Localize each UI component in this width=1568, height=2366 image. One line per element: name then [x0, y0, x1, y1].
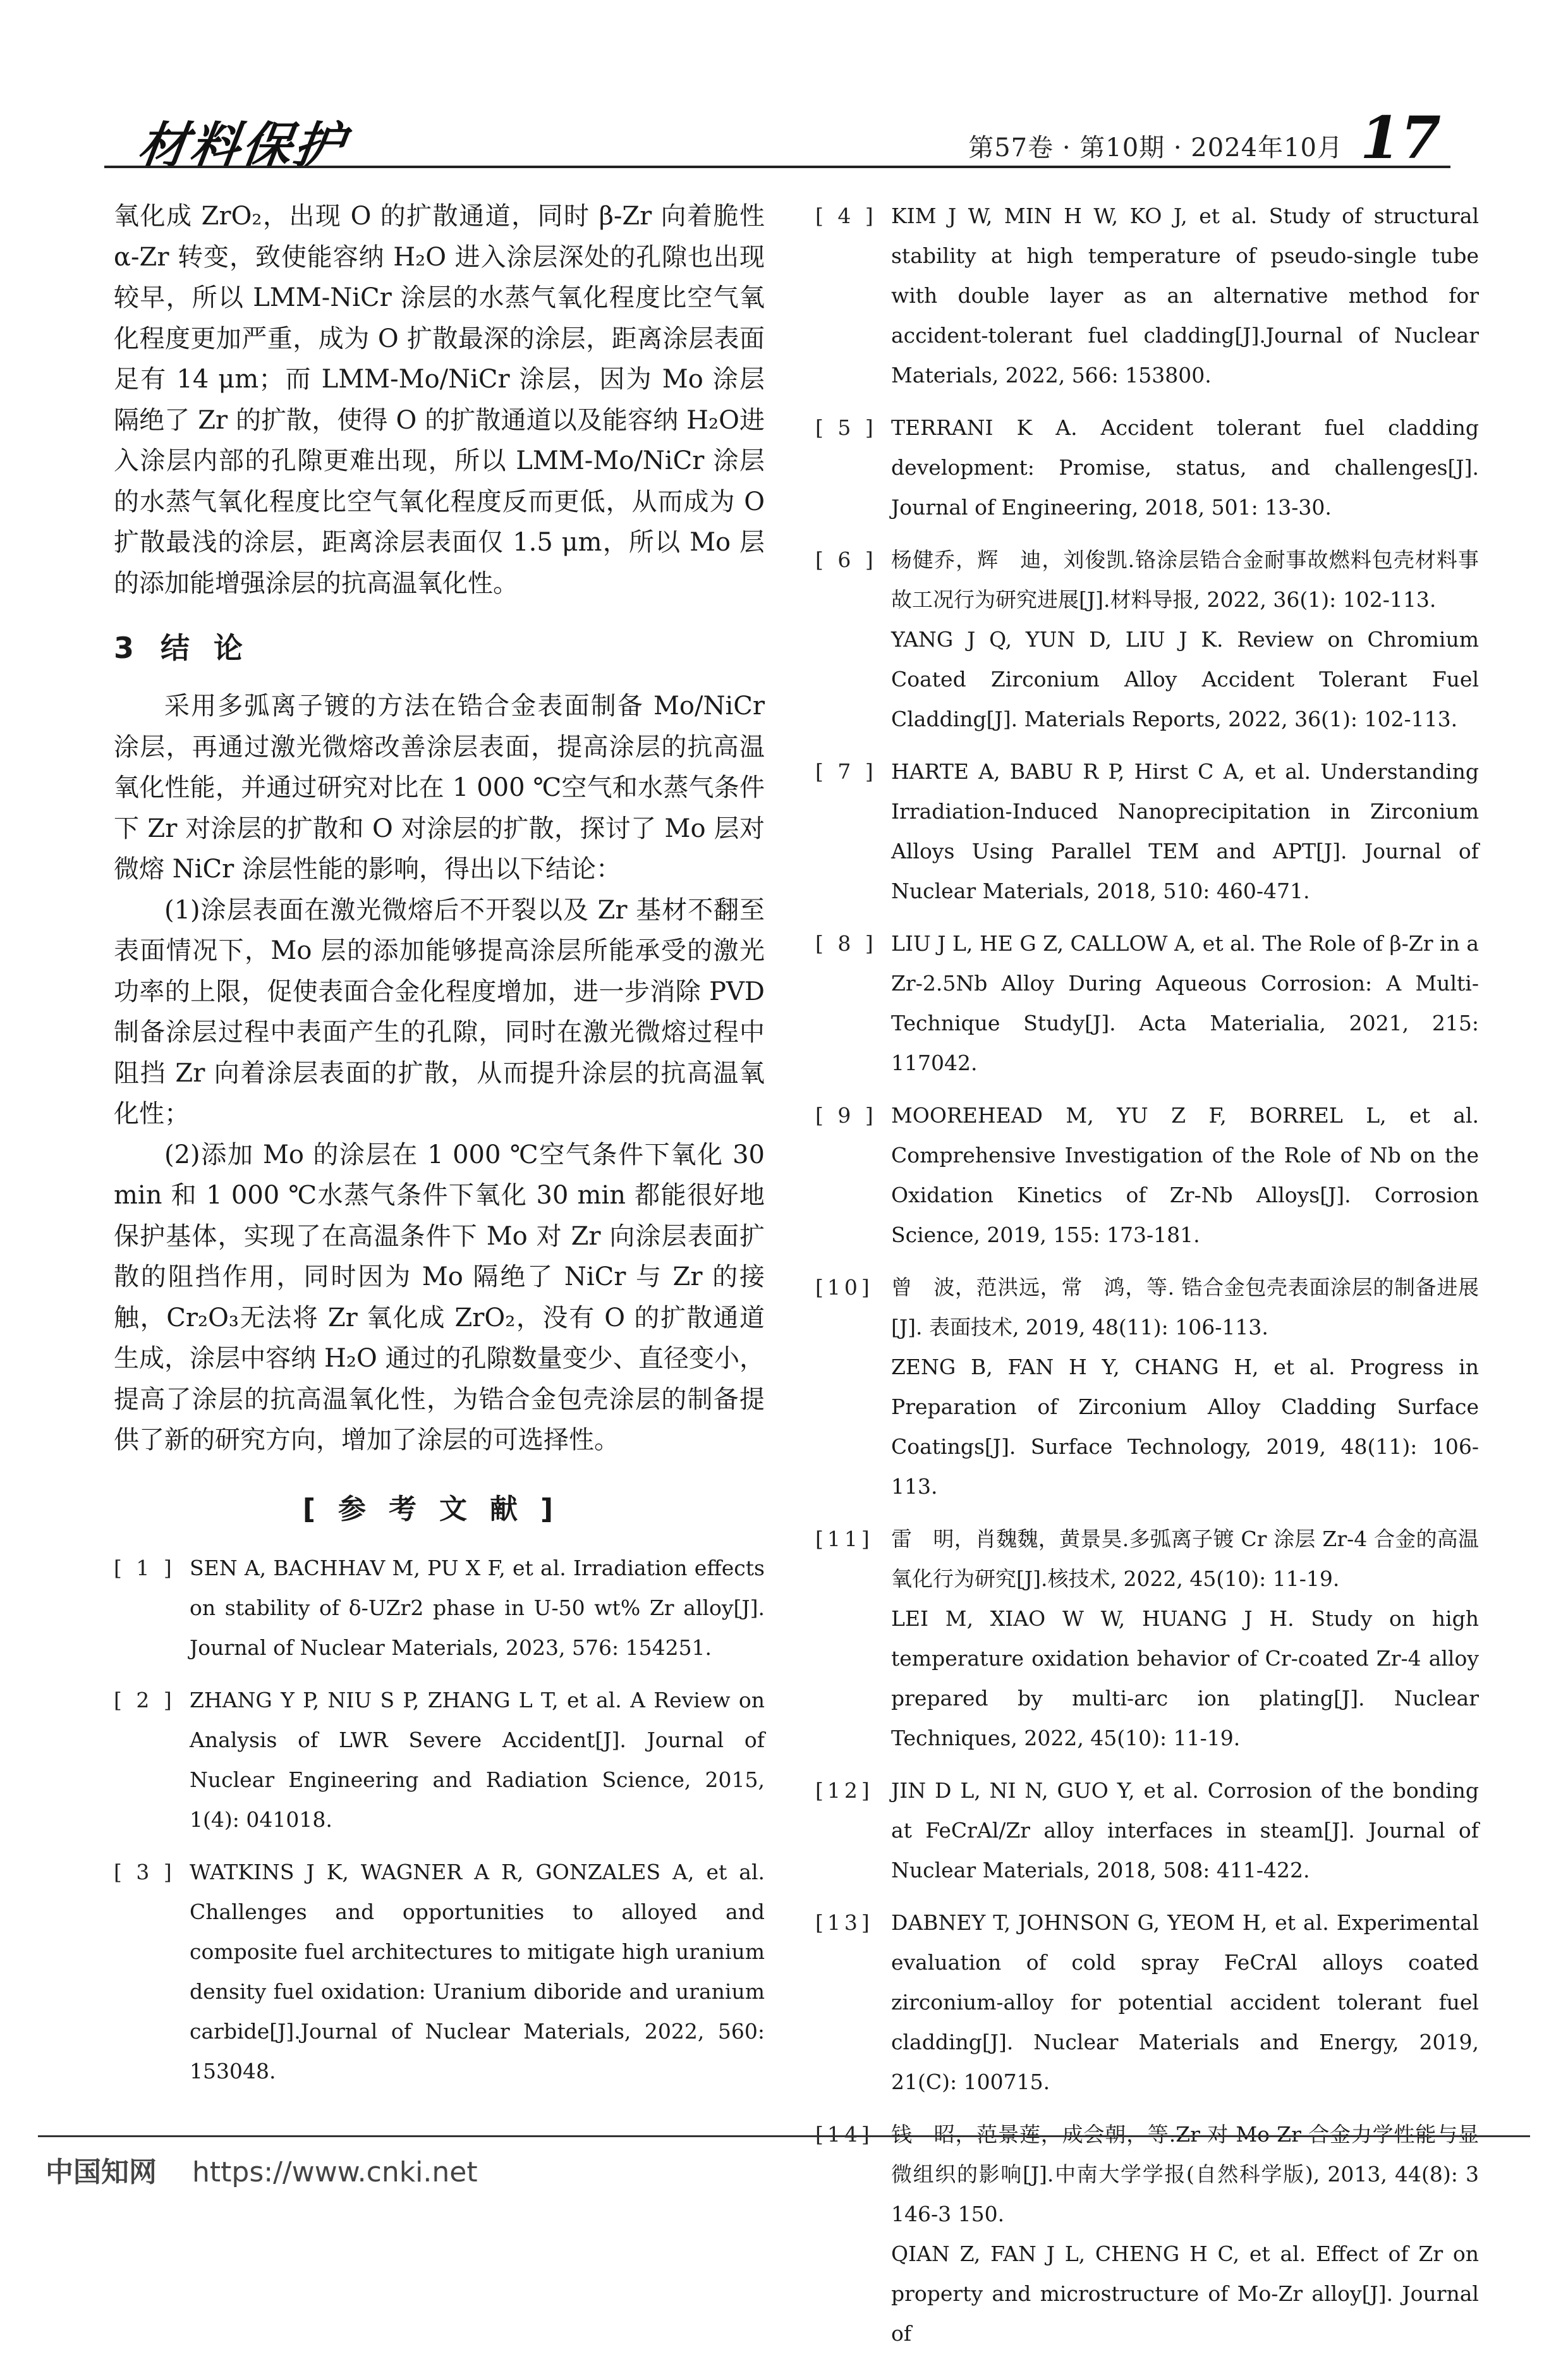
journal-logo: 材料保护 [134, 117, 350, 174]
reference-text: WATKINS J K, WAGNER A R, GONZALES A, et al. Challenges and opportunities to alloyed and composite fuel architectures to mitigate high uranium density fuel oxidation: Uranium diboride and uranium carbide[J].Journal of Nuclear Materials, 2022, 560: 153048. [190, 1859, 765, 2083]
reference-number: [ 3 ] [114, 1859, 176, 1884]
reference-item [114, 1852, 765, 2091]
body-paragraph: 采用多弧离子镀的方法在锆合金表面制备 Mo/NiCr 涂层，再通过激光微熔改善涂层表面，提高涂层的抗高温氧化性能，并通过研究对比在 1 000 ℃空气和水蒸气条件下 Zr 对涂层的扩散和 O 对涂层的扩散，探讨了 Mo 层对微熔 NiCr 涂层性能的影响，得出以下结论： [114, 692, 765, 884]
section-title: 结论 [161, 631, 267, 665]
reference-body [190, 1548, 765, 1668]
issue-info: 第57卷 · 第10期 · 2024年10月 [968, 133, 1343, 162]
body-paragraph: 氧化成 ZrO₂，出现 O 的扩散通道，同时 β‐Zr 向着脆性 α‐Zr 转变，致使能容纳 H₂O 进入涂层深处的孔隙也出现较早，所以 LMM‐NiCr 涂层的水蒸气氧化程度比空气氧化程度更加严重，成为 O 扩散最深的涂层，距离涂层表面足有 14 μm；而 LMM‐Mo/NiCr 涂层，因为 Mo 涂层隔绝了 Zr 的扩散，使得 O 的扩散通道以及能容纳 H₂O进入涂层内部的孔隙更难出现，所以 LMM‐Mo/NiCr 涂层的水蒸气氧化程度比空气氧化程度反而更低，从而成为 O 扩散最浅的涂层，距离涂层表面仅 1.5 μm，所以 Mo 层的添加能增强涂层的抗高温氧化性。 [114, 202, 765, 598]
reference-item [815, 408, 1479, 527]
footer-site-name: 中国知网 [46, 2156, 157, 2188]
reference-number: [ 6 ] [815, 547, 877, 572]
reference-body [891, 1095, 1479, 1255]
reference-text: MOOREHEAD M, YU Z F, BORREL L, et al. Comprehensive Investigation of the Role of Nb on the Oxidation Kinetics of Zr‐Nb Alloys[J]. Corrosion Science, 2019, 155: 173‐181. [891, 1103, 1479, 1247]
reference-item [815, 1267, 1479, 1506]
reference-item [815, 2114, 1479, 2353]
body-paragraph: (1)涂层表面在激光微熔后不开裂以及 Zr 基材不翻至表面情况下，Mo 层的添加能够提高涂层所能承受的激光功率的上限，促使表面合金化程度增加，进一步消除 PVD 制备涂层过程中表面产生的孔隙，同时在激光微熔过程中阻挡 Zr 向着涂层表面的扩散，从而提升涂层的抗高温氧化性； [114, 895, 765, 1128]
reference-body [891, 408, 1479, 527]
reference-text: LIU J L, HE G Z, CALLOW A, et al. The Role of β‐Zr in a Zr‐2.5Nb Alloy During Aqueous Corrosion: A Multi‐Technique Study[J]. Acta Materialia, 2021, 215: 117042. [891, 931, 1479, 1075]
right-column [815, 196, 1479, 2366]
reference-item [815, 540, 1479, 739]
page-number: 17 [1359, 104, 1441, 172]
reference-text: 雷 明，肖魏魏，黄景昊.多弧离子镀 Cr 涂层 Zr‐4 合金的高温氧化行为研究[J].核技术, 2022, 45(10): 11‐19. [891, 1527, 1479, 1591]
section-heading [114, 625, 765, 667]
reference-body [891, 2114, 1479, 2353]
reference-body [891, 752, 1479, 911]
reference-item [815, 752, 1479, 911]
references-heading: [参考文献] [302, 1492, 576, 1525]
left-column [114, 196, 765, 2104]
reference-text: KIM J W, MIN H W, KO J, et al. Study of structural stability at high temperature of pseudo‐single tube with double layer as an alternative method for accident‐tolerant fuel cladding[J].Journal of Nuclear Materials, 2022, 566: 153800. [891, 204, 1479, 387]
reference-text: JIN D L, NI N, GUO Y, et al. Corrosion of the bonding at FeCrAl/Zr alloy interfaces in steam[J]. Journal of Nuclear Materials, 2018, 508: 411‐422. [891, 1778, 1479, 1882]
reference-list-left [114, 1548, 765, 2091]
reference-item [114, 1680, 765, 1839]
footer-url[interactable]: https://www.cnki.net [192, 2156, 478, 2188]
reference-number: [ 7 ] [815, 759, 877, 784]
reference-item [815, 196, 1479, 395]
reference-number: [ 9 ] [815, 1103, 877, 1128]
reference-text-english: YANG J Q, YUN D, LIU J K. Review on Chromium Coated Zirconium Alloy Accident Tolerant Fuel Cladding[J]. Materials Reports, 2022, 36(1): 102‐113. [891, 627, 1479, 731]
page-footer [46, 2149, 478, 2190]
reference-list-right [815, 196, 1479, 2353]
reference-text-english: QIAN Z, FAN J L, CHENG H C, et al. Effect of Zr on property and microstructure of Mo‐Zr alloy[J]. Journal of [891, 2241, 1479, 2346]
reference-text: ZHANG Y P, NIU S P, ZHANG L T, et al. A Review on Analysis of LWR Severe Accident[J]. Journal of Nuclear Engineering and Radiation Science, 2015, 1(4): 041018. [190, 1687, 765, 1832]
page-header [104, 95, 1450, 174]
reference-number: [10] [815, 1275, 873, 1300]
reference-number: [ 4 ] [815, 204, 877, 228]
reference-text: SEN A, BACHHAV M, PU X F, et al. Irradiation effects on stability of δ‐UZr2 phase in U‐50 wt% Zr alloy[J]. Journal of Nuclear Materials, 2023, 576: 154251. [190, 1555, 765, 1660]
reference-number: [ 1 ] [114, 1555, 176, 1580]
reference-number: [11] [815, 1527, 873, 1551]
body-paragraph: (2)添加 Mo 的涂层在 1 000 ℃空气条件下氧化 30 min 和 1 000 ℃水蒸气条件下氧化 30 min 都能很好地保护基体，实现了在高温条件下 Mo 对 Zr 向涂层表面扩散的阻挡作用，同时因为 Mo 隔绝了 NiCr 与 Zr 的接触，Cr₂O₃无法将 Zr 氧化成 ZrO₂，没有 O 的扩散通道生成，涂层中容纳 H₂O 通过的孔隙数量变少、直径变小，提高了涂层的抗高温氧化性，为锆合金包壳涂层的制备提供了新的研究方向，增加了涂层的可选择性。 [114, 1140, 765, 1454]
reference-body [891, 924, 1479, 1083]
reference-item [815, 1903, 1479, 2102]
reference-text: 钱 昭，范景莲，成会朝，等.Zr 对 Mo‐Zr 合金力学性能与显微组织的影响[J].中南大学学报(自然科学版), 2013, 44(8): 3 146‐3 150. [891, 2122, 1479, 2226]
reference-number: [14] [815, 2122, 873, 2147]
reference-body [891, 1771, 1479, 1890]
footer-rule [38, 2135, 1530, 2137]
reference-body [190, 1680, 765, 1839]
reference-body [891, 196, 1479, 395]
reference-number: [ 2 ] [114, 1687, 176, 1712]
reference-item [815, 1095, 1479, 1255]
reference-text-english: LEI M, XIAO W W, HUANG J H. Study on high temperature oxidation behavior of Cr‐coated Zr‐4 alloy prepared by multi‐arc ion plating[J]. Nuclear Techniques, 2022, 45(10): 11‐19. [891, 1606, 1479, 1750]
reference-number: [13] [815, 1910, 873, 1935]
reference-text: 杨健乔，辉 迪，刘俊凯.铬涂层锆合金耐事故燃料包壳材料事故工况行为研究进展[J].材料导报, 2022, 36(1): 102‐113. [891, 547, 1479, 612]
reference-text-english: ZENG B, FAN H Y, CHANG H, et al. Progress in Preparation of Zirconium Alloy Cladding Surface Coatings[J]. Surface Technology, 2019, 48(11): 106‐113. [891, 1355, 1479, 1499]
reference-number: [ 8 ] [815, 931, 877, 956]
reference-item [815, 1519, 1479, 1758]
reference-item [815, 924, 1479, 1083]
reference-body [891, 1519, 1479, 1758]
reference-number: [ 5 ] [815, 415, 877, 440]
reference-number: [12] [815, 1778, 873, 1803]
reference-body [891, 1903, 1479, 2102]
reference-item [815, 1771, 1479, 1890]
reference-body [891, 540, 1479, 739]
reference-text: 曾 波，范洪远，常 鸿，等. 锆合金包壳表面涂层的制备进展[J]. 表面技术, 2019, 48(11): 106‐113. [891, 1275, 1479, 1339]
reference-text: HARTE A, BABU R P, Hirst C A, et al. Understanding Irradiation‐Induced Nanoprecipitation in Zirconium Alloys Using Parallel TEM and APT[J]. Journal of Nuclear Materials, 2018, 510: 460‐471. [891, 759, 1479, 903]
reference-text: TERRANI K A. Accident tolerant fuel cladding development: Promise, status, and challenges[J]. Journal of Engineering, 2018, 501: 13‐30. [891, 415, 1479, 520]
header-rule [104, 166, 1450, 168]
section-number: 3 [114, 631, 136, 665]
reference-item [114, 1548, 765, 1668]
reference-text: DABNEY T, JOHNSON G, YEOM H, et al. Experimental evaluation of cold spray FeCrAl alloys coated zirconium‐alloy for potential accident tolerant fuel cladding[J]. Nuclear Materials and Energy, 2019, 21(C): 100715. [891, 1910, 1479, 2094]
reference-body [891, 1267, 1479, 1506]
reference-body [190, 1852, 765, 2091]
